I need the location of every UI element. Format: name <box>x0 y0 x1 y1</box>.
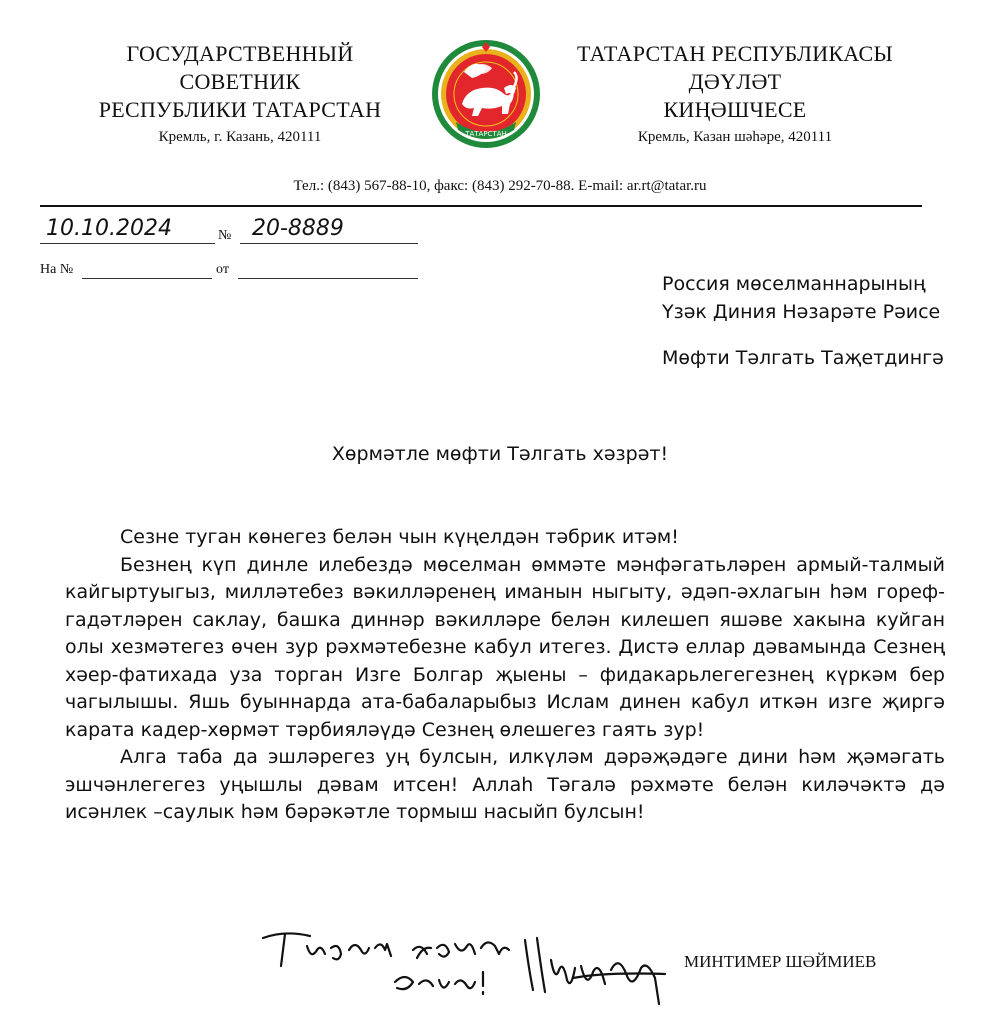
letterhead-right <box>560 40 910 148</box>
outgoing-number: 20-8889 <box>252 216 344 241</box>
reference-date-label: от <box>216 262 229 277</box>
header-divider <box>40 205 922 207</box>
body-paragraph-2: Безнең күп динле илебездә мөселман өммәте мәнфәгатьләрен армый-талмый кайгыртуыгыз, милләтебез вәкилләренең иманын ныгыту, әдәп-әхлагын һәм гореф-гадәтләрен саклау, башка диннәр вәкилләре белән килешеп яшәве хакына куйган олы хезмәтегез өчен зур рәхмәтебезне кабул итегез. Дистә еллар дәвамында Сезнең хәер-фатихада уза торган Изге Болгар җыены – фидакарьлегегезнең күркәм бер чагылышы. Яшь буыннарда ата-бабаларыбыз Ислам динен кабул иткән изге җиргә карата кадер-хөрмәт тәрбияләүдә Сезнең өлешегез гаять зур! <box>65 553 945 741</box>
handwritten-signature <box>255 920 685 1020</box>
letterhead-right-line1: ТАТАРСТАН РЕСПУБЛИКАСЫ <box>577 41 893 66</box>
outgoing-date: 10.10.2024 <box>46 216 172 241</box>
letterhead-right-line3: КИҢӘШЧЕСЕ <box>663 97 807 122</box>
letterhead-left <box>70 40 410 148</box>
letterhead-right-address: Кремль, Казан шәһәре, 420111 <box>637 129 833 145</box>
number-label: № <box>218 228 232 243</box>
letter-body <box>65 524 945 827</box>
body-paragraph-3: Алга таба да эшләрегез уң булсын, илкүләм дәрәҗәдәге дини һәм җәмәгать эшчәнлегегез уңышлы дәвам итсен! Аллаһ Тәгалә рәхмәте белән киләчәктә дә исәнлек –саулык һәм бәрәкәтле тормыш насыйп булсын! <box>65 746 945 823</box>
body-paragraph-1: Сезне туган көнегез белән чын күңелдән тәбрик итәм! <box>120 526 679 548</box>
emblem-text: ТАТАРСТАН <box>465 130 507 138</box>
letterhead-right-line2: ДӘҮЛӘТ <box>688 69 782 94</box>
salutation: Хөрмәтле мөфти Тәлгать хәзрәт! <box>331 443 669 465</box>
letterhead-left-line3: РЕСПУБЛИКИ ТАТАРСТАН <box>98 97 382 122</box>
addressee-line3: Мөфти Тәлгать Таҗетдингә <box>662 347 944 369</box>
letterhead-left-line1: ГОСУДАРСТВЕННЫЙ <box>126 41 354 66</box>
addressee-line1: Россия мөселманнарының <box>662 273 926 295</box>
number-underline <box>240 243 418 244</box>
contacts-line: Тел.: (843) 567-88-10, факс: (843) 292-70-88. E-mail: ar.rt@tatar.ru <box>293 178 707 194</box>
addressee-line2: Үзәк Диния Нәзарәте Рәисе <box>662 301 941 323</box>
reference-number-label: На № <box>40 262 74 277</box>
letterhead-left-address: Кремль, г. Казань, 420111 <box>158 129 322 145</box>
letterhead-left-line2: СОВЕТНИК <box>179 69 301 94</box>
reference-number-line <box>82 278 212 279</box>
addressee-block <box>662 270 944 372</box>
date-underline <box>40 243 215 244</box>
tatarstan-emblem-icon <box>430 38 542 150</box>
signer-name: МИНТИМЕР ШӘЙМИЕВ <box>684 952 877 971</box>
reference-date-line <box>238 278 418 279</box>
